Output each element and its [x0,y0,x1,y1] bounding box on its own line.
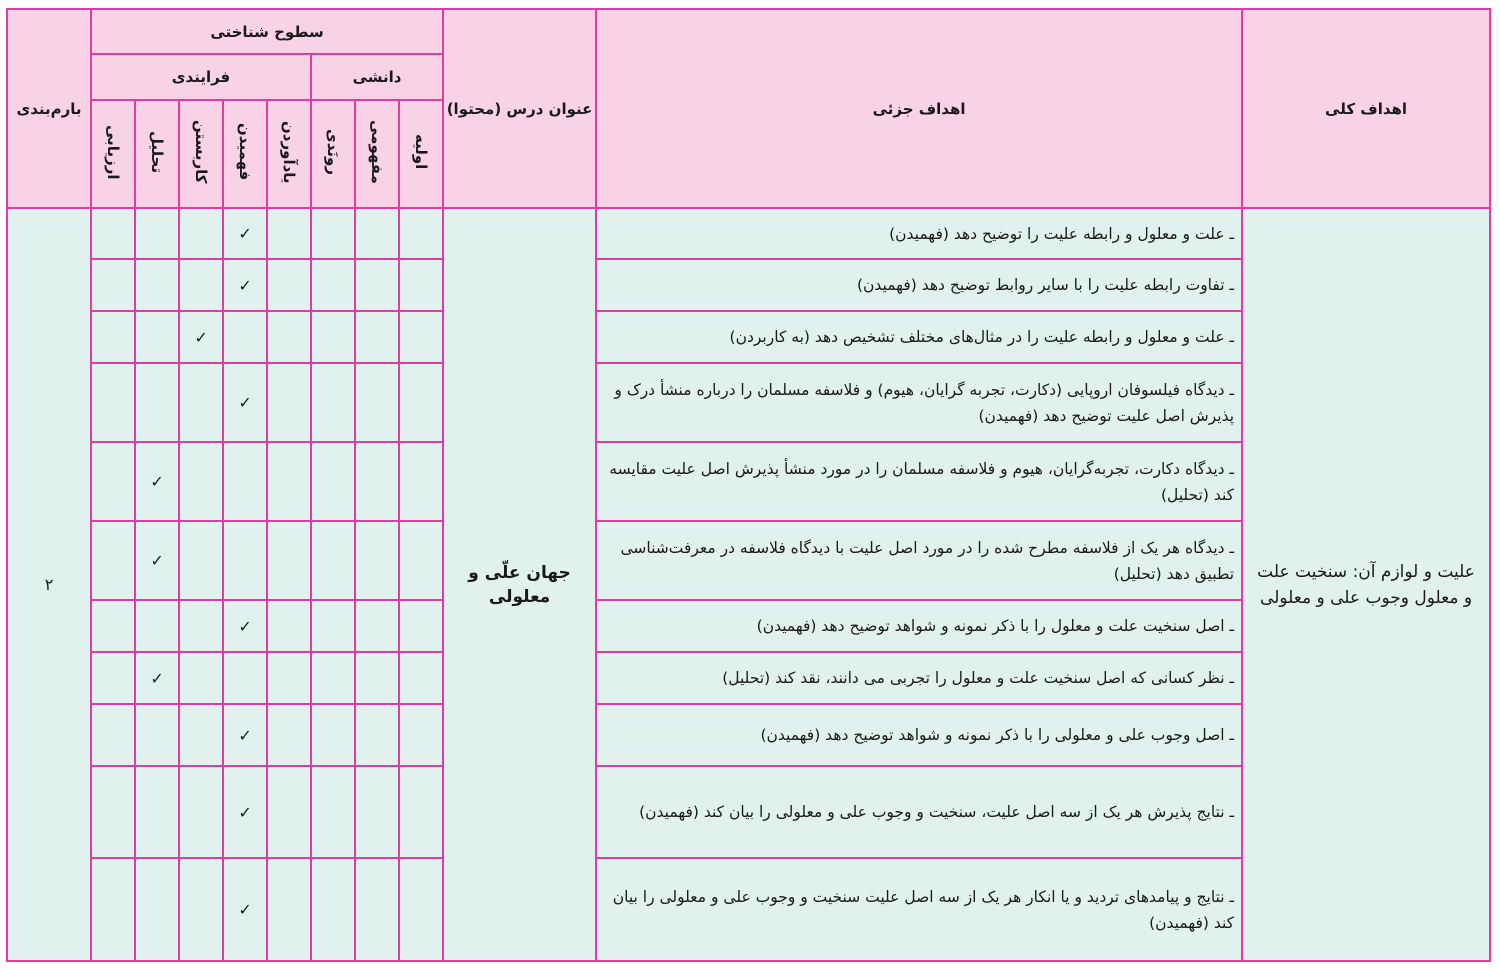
check-mark-icon: ✓ [238,616,252,636]
level-cell [223,442,267,521]
level-cell [355,442,399,521]
level-cell [311,521,355,600]
objectives-table-wrapper [6,8,1489,962]
level-cell [355,766,399,858]
check-mark-icon: ✓ [238,393,252,412]
level-cell [179,858,223,961]
level-cell [399,858,443,961]
level-cell [223,521,267,600]
level-header [267,100,311,208]
level-cell [311,363,355,442]
level-cell [179,766,223,858]
level-cell [223,704,267,766]
level-cell [179,208,223,259]
general-goal-cell: علیت و لوازم آن: سنخیت علت و معلول وجوب علی و معلولی [1242,208,1490,961]
level-cell [135,521,179,600]
level-cell [399,652,443,704]
level-header [311,100,355,208]
header-knowledge: دانشی [311,54,443,100]
partial-goal-cell: ـ نتایج و پیامدهای تردید و یا انکار هر یک از سه اصل علیت سنخیت و وجوب علی و معلولی را بیان کند (فهمیدن) [596,858,1242,961]
level-cell [355,600,399,652]
header-lesson-title: عنوان درس (محتوا) [443,9,596,208]
level-cell [135,652,179,704]
level-label: تحلیل [148,130,167,174]
level-cell [311,652,355,704]
level-cell [399,704,443,766]
level-cell [135,704,179,766]
level-cell [399,259,443,311]
level-cell [355,521,399,600]
level-cell [223,208,267,259]
level-cell [399,208,443,259]
level-cell [311,600,355,652]
level-cell [179,259,223,311]
level-cell [223,259,267,311]
level-cell [135,208,179,259]
level-cell [267,521,311,600]
level-cell [399,766,443,858]
check-mark-icon: ✓ [238,725,252,745]
level-cell [355,363,399,442]
level-cell [91,311,135,363]
level-cell [91,259,135,311]
level-label: رونَدی [324,128,343,175]
level-cell [223,858,267,961]
level-cell [311,259,355,311]
level-cell [223,311,267,363]
level-cell [179,600,223,652]
header-partial-goals: اهداف جزئی [596,9,1242,208]
level-cell [135,259,179,311]
level-cell [399,600,443,652]
level-cell [311,766,355,858]
level-cell [91,521,135,600]
check-mark-icon: ✓ [238,224,252,243]
header-cognitive-levels: سطوح شناختی [91,9,443,54]
level-cell [267,704,311,766]
check-mark-icon: ✓ [238,802,252,822]
partial-goal-cell: ـ نتایج پذیرش هر یک از سه اصل علیت، سنخیت و وجوب علی و معلولی را بیان کند (فهمیدن) [596,766,1242,858]
level-cell [91,442,135,521]
level-cell [267,259,311,311]
score-cell: ۲ [7,208,91,961]
level-cell [355,311,399,363]
partial-goal-cell: ـ دیدگاه فیلسوفان اروپایی (دکارت، تجربه گرایان، هیوم) و فلاسفه مسلمان را درباره منشأ درک و پذیرش اصل علیت توضیح دهد (فهمیدن) [596,363,1242,442]
level-header [91,100,135,208]
level-cell [223,363,267,442]
check-mark-icon: ✓ [238,900,252,919]
table-row [7,208,1490,259]
level-cell [311,208,355,259]
level-cell [399,311,443,363]
level-cell [355,858,399,961]
level-cell [355,652,399,704]
level-label: یادآوردن [280,120,299,184]
level-cell [91,600,135,652]
partial-goal-cell: ـ علت و معلول و رابطه علیت را توضیح دهد (فهمیدن) [596,208,1242,259]
check-mark-icon: ✓ [238,275,252,295]
level-cell [179,652,223,704]
level-cell [311,858,355,961]
level-cell [91,363,135,442]
level-cell [223,652,267,704]
partial-goal-cell: ـ تفاوت رابطه علیت را با سایر روابط توضیح دهد (فهمیدن) [596,259,1242,311]
level-cell [267,442,311,521]
level-cell [223,600,267,652]
header-general-goals: اهداف کلی [1242,9,1490,208]
level-header [135,100,179,208]
level-cell [135,858,179,961]
level-cell [91,208,135,259]
check-mark-icon: ✓ [150,472,164,491]
level-label: اولیه [412,134,431,170]
partial-goal-cell: ـ نظر کسانی که اصل سنخیت علت و معلول را تجربی می دانند، نقد کند (تحلیل) [596,652,1242,704]
partial-goal-cell: ـ دیدگاه هر یک از فلاسفه مطرح شده را در مورد اصل علیت با دیدگاه فلاسفه در معرفت‌شناسی تطبیق دهد (تحلیل) [596,521,1242,600]
level-cell [135,600,179,652]
level-cell [91,858,135,961]
level-cell [179,363,223,442]
level-cell [267,208,311,259]
level-cell [135,766,179,858]
level-cell [355,704,399,766]
level-cell [135,442,179,521]
level-cell [179,442,223,521]
level-header [223,100,267,208]
level-cell [311,311,355,363]
objectives-table [6,8,1491,962]
check-mark-icon: ✓ [150,668,164,688]
level-cell [399,521,443,600]
partial-goal-cell: ـ دیدگاه دکارت، تجربه‌گرایان، هیوم و فلاسفه مسلمان را در مورد منشأ پذیرش اصل علیت مقایسه کند (تحلیل) [596,442,1242,521]
level-cell [267,363,311,442]
check-mark-icon: ✓ [194,327,208,347]
level-cell [91,704,135,766]
level-header [355,100,399,208]
level-cell [267,858,311,961]
lesson-title-cell: جهان علّی و معلولی [443,208,596,961]
partial-goal-cell: ـ علت و معلول و رابطه علیت را در مثال‌های مختلف تشخیص دهد (به کاربردن) [596,311,1242,363]
level-cell [135,311,179,363]
level-label: مفهومی [368,120,387,184]
level-cell [223,766,267,858]
level-cell [179,704,223,766]
level-label: ارزیابی [104,124,123,180]
level-cell [311,704,355,766]
level-cell [179,521,223,600]
partial-goal-cell: ـ اصل سنخیت علت و معلول را با ذکر نمونه و شواهد توضیح دهد (فهمیدن) [596,600,1242,652]
level-cell [135,363,179,442]
level-cell [399,442,443,521]
level-cell [179,311,223,363]
level-cell [311,442,355,521]
level-cell [267,600,311,652]
level-header [399,100,443,208]
level-cell [355,259,399,311]
objectives-body [7,208,1490,961]
level-header [179,100,223,208]
level-cell [355,208,399,259]
level-cell [91,652,135,704]
level-label: کاربستن [192,120,211,184]
check-mark-icon: ✓ [150,551,164,570]
level-cell [91,766,135,858]
level-cell [267,652,311,704]
level-cell [267,311,311,363]
level-cell [399,363,443,442]
header-process: فرایندی [91,54,311,100]
level-cell [267,766,311,858]
header-scoring: بارم‌بندی [7,9,91,208]
partial-goal-cell: ـ اصل وجوب علی و معلولی را با ذکر نمونه و شواهد توضیح دهد (فهمیدن) [596,704,1242,766]
level-label: فهمیدن [236,123,255,181]
